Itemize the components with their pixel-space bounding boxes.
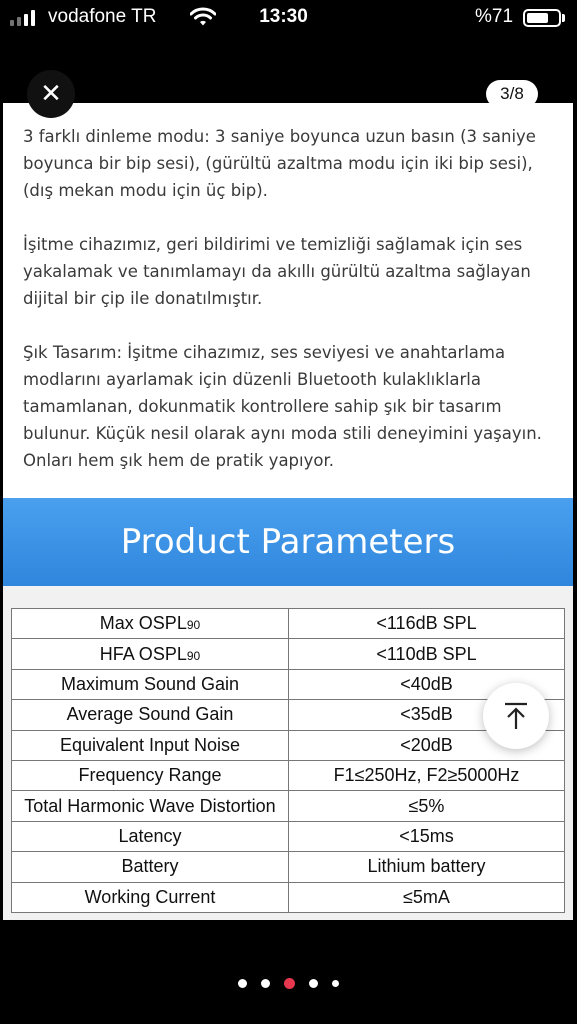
pagination-dot[interactable] <box>238 979 247 988</box>
param-value: ≤5mA <box>289 882 565 912</box>
clock: 13:30 <box>259 6 308 27</box>
param-value: <15ms <box>289 821 565 851</box>
param-value: <116dB SPL <box>289 609 565 639</box>
table-row <box>12 821 565 851</box>
param-value: F1≤250Hz, F2≥5000Hz <box>289 760 565 790</box>
table-row <box>12 609 565 639</box>
status-bar <box>0 0 577 38</box>
params-section <box>3 586 573 920</box>
param-value: <40dB <box>289 669 565 699</box>
params-table <box>11 608 565 913</box>
param-name <box>12 760 289 790</box>
param-value: ≤5% <box>289 791 565 821</box>
table-row <box>12 791 565 821</box>
param-value: <35dB <box>289 700 565 730</box>
param-name <box>12 821 289 851</box>
table-row <box>12 760 565 790</box>
param-name-text: Working Current <box>84 886 216 907</box>
param-name-text: Average Sound Gain <box>66 704 234 725</box>
page-counter: 3/8 <box>486 80 538 108</box>
table-row <box>12 852 565 882</box>
param-name-text: Total Harmonic Wave Distortion <box>24 795 276 816</box>
pagination-dots <box>0 978 577 989</box>
table-row <box>12 700 565 730</box>
param-name-text: Maximum Sound Gain <box>60 673 240 694</box>
param-name-subscript: 90 <box>186 618 201 633</box>
param-name-text: Max OSPL <box>99 613 187 634</box>
param-name-text: Battery <box>121 856 179 877</box>
param-name-text: Latency <box>118 825 182 846</box>
pagination-dot-active[interactable] <box>284 978 295 989</box>
battery-tip <box>562 14 565 22</box>
description-paragraph-3: Şık Tasarım: İşitme cihazımız, ses seviyesi ve anahtarlama modlarını ayarlamak için düzenli Bluetooth kulaklıklarla tamamlanan, dokunmatik kontrollere sahip şık bir tasarım bulunur. Küçük nesil olarak aynı moda stili deneyimini yaşayın. Onları hem şık hem de pratik yapıyor. <box>23 343 542 470</box>
param-name <box>12 852 289 882</box>
close-button[interactable] <box>27 70 75 118</box>
close-icon: ✕ <box>40 79 62 109</box>
param-name <box>12 700 289 730</box>
battery-icon <box>523 9 561 27</box>
param-name-text: HFA OSPL <box>99 643 187 664</box>
description-paragraph-2: İşitme cihazımız, geri bildirimi ve temizliği sağlamak için ses yakalamak ve tanımlamayı da akıllı gürültü azaltma sağlayan dijital bir çip ile donatılmıştır. <box>23 235 531 308</box>
scroll-to-top-button[interactable] <box>483 683 549 749</box>
wifi-icon <box>190 7 216 27</box>
param-name <box>12 882 289 912</box>
param-name-text: Frequency Range <box>78 765 222 786</box>
arrow-up-to-top-icon <box>503 702 529 730</box>
description <box>3 103 573 474</box>
pagination-dot[interactable] <box>309 979 318 988</box>
description-paragraph-1: 3 farklı dinleme modu: 3 saniye boyunca uzun basın (3 saniye boyunca bir bip sesi), (gürültü azaltma modu için iki bip sesi), (dış mekan modu için üç bip). <box>23 127 536 200</box>
table-row <box>12 882 565 912</box>
param-name <box>12 669 289 699</box>
param-name <box>12 639 289 669</box>
table-row <box>12 639 565 669</box>
param-name <box>12 791 289 821</box>
table-row <box>12 669 565 699</box>
battery-percent: %71 <box>475 6 514 27</box>
param-value: <20dB <box>289 730 565 760</box>
params-title: Product Parameters <box>3 498 573 586</box>
param-name-text: Equivalent Input Noise <box>59 734 241 755</box>
carrier-name: vodafone TR <box>48 6 157 27</box>
pagination-dot[interactable] <box>261 979 270 988</box>
pagination-dot[interactable] <box>332 980 339 987</box>
param-name <box>12 730 289 760</box>
param-value: <110dB SPL <box>289 639 565 669</box>
table-row <box>12 730 565 760</box>
param-name <box>12 609 289 639</box>
param-value: Lithium battery <box>289 852 565 882</box>
param-name-subscript: 90 <box>186 648 201 663</box>
image-content <box>3 103 573 920</box>
